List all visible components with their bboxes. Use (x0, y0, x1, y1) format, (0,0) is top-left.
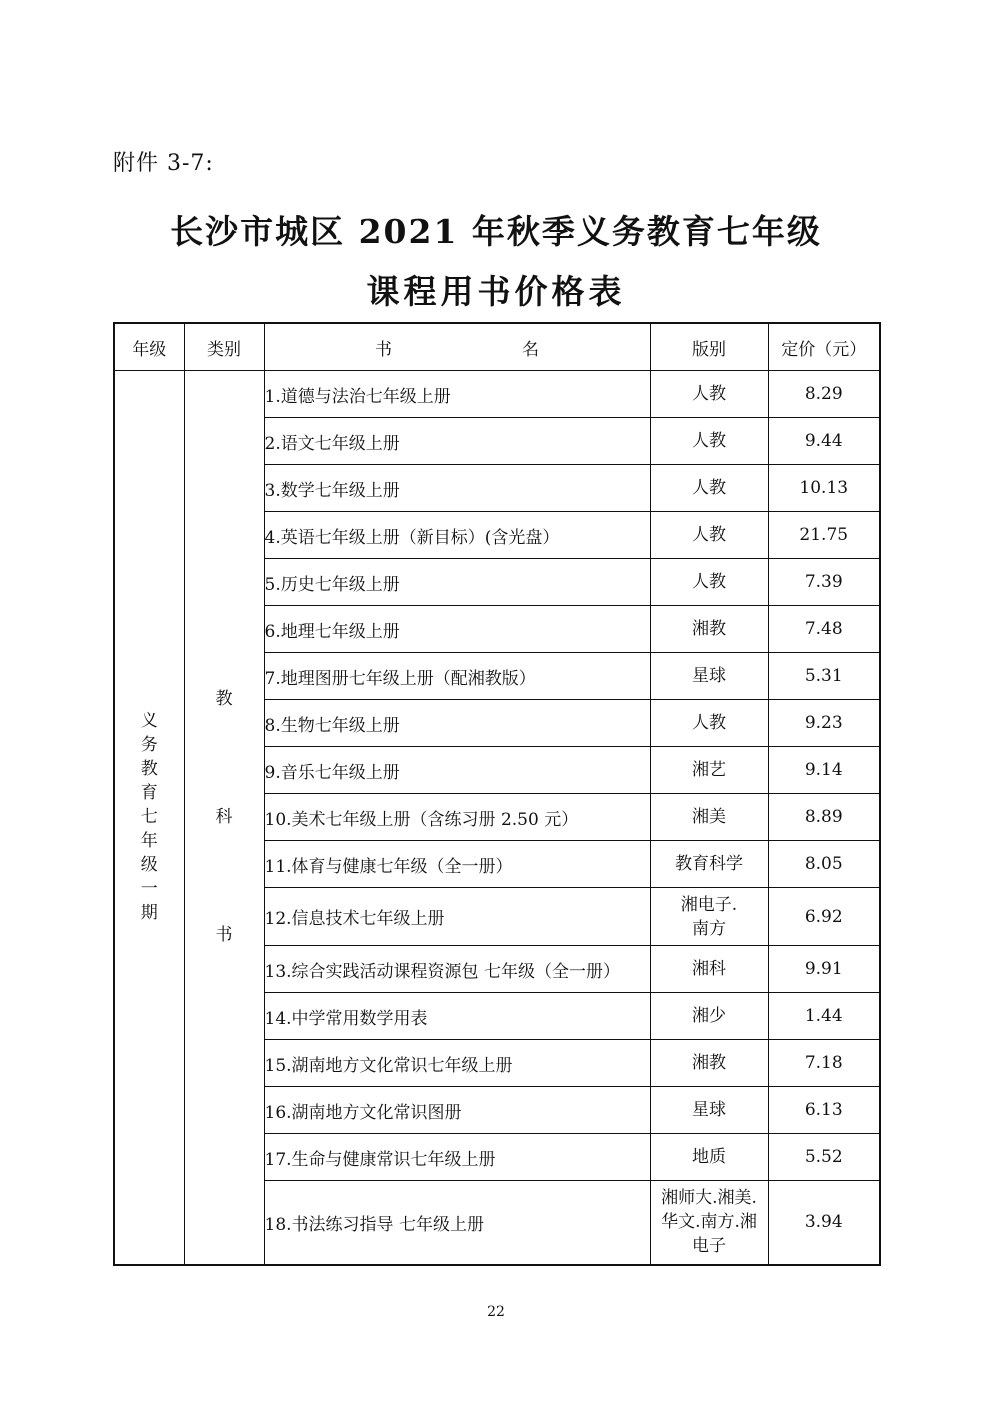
grade-char: 一 (140, 879, 158, 900)
book-name-cell: 15.湖南地方文化常识七年级上册 (264, 1040, 650, 1087)
grade-char: 期 (140, 903, 158, 924)
edition-cell: 星球 (650, 1087, 768, 1134)
price-cell: 10.13 (768, 465, 880, 512)
book-name-cell: 11.体育与健康七年级（全一册） (264, 841, 650, 888)
book-name-cell: 16.湖南地方文化常识图册 (264, 1087, 650, 1134)
table-row (114, 371, 880, 418)
grade-char: 教 (140, 759, 158, 780)
header-book-name (264, 323, 650, 371)
edition-cell: 湘教 (650, 606, 768, 653)
book-name-cell: 8.生物七年级上册 (264, 700, 650, 747)
grade-char: 级 (140, 855, 158, 876)
header-grade: 年级 (114, 323, 184, 371)
category-char: 教 (215, 689, 233, 710)
header-book-part1: 书 (375, 339, 392, 360)
edition-cell: 湘教 (650, 1040, 768, 1087)
book-name-cell: 6.地理七年级上册 (264, 606, 650, 653)
category-char: 科 (215, 807, 233, 828)
edition-cell: 湘少 (650, 993, 768, 1040)
edition-cell: 湘艺 (650, 747, 768, 794)
edition-cell: 湘科 (650, 946, 768, 993)
header-category: 类别 (184, 323, 264, 371)
price-cell: 5.52 (768, 1134, 880, 1181)
book-name-cell: 3.数学七年级上册 (264, 465, 650, 512)
header-book-part2: 名 (522, 339, 539, 360)
grade-cell (114, 371, 184, 1265)
edition-cell: 教育科学 (650, 841, 768, 888)
price-cell: 7.18 (768, 1040, 880, 1087)
edition-cell: 人教 (650, 418, 768, 465)
price-cell: 6.92 (768, 888, 880, 946)
price-cell: 7.39 (768, 559, 880, 606)
price-cell: 6.13 (768, 1087, 880, 1134)
edition-cell: 湘电子.南方 (650, 888, 768, 946)
price-cell: 8.05 (768, 841, 880, 888)
page-number: 22 (487, 1304, 505, 1320)
book-name-cell: 2.语文七年级上册 (264, 418, 650, 465)
grade-char: 七 (140, 807, 158, 828)
price-cell: 21.75 (768, 512, 880, 559)
edition-cell: 湘美 (650, 794, 768, 841)
price-cell: 8.89 (768, 794, 880, 841)
header-price: 定价（元） (768, 323, 880, 371)
book-name-cell: 1.道德与法治七年级上册 (264, 371, 650, 418)
price-cell: 8.29 (768, 371, 880, 418)
table-header-row (114, 323, 880, 371)
edition-cell: 湘师大.湘美.华文.南方.湘电子 (650, 1181, 768, 1265)
book-name-cell: 17.生命与健康常识七年级上册 (264, 1134, 650, 1181)
grade-char: 年 (140, 831, 158, 852)
header-edition: 版别 (650, 323, 768, 371)
book-name-cell: 7.地理图册七年级上册（配湘教版） (264, 653, 650, 700)
attachment-label: 附件 3-7: (113, 151, 214, 176)
price-cell: 5.31 (768, 653, 880, 700)
book-name-cell: 5.历史七年级上册 (264, 559, 650, 606)
price-cell: 3.94 (768, 1181, 880, 1265)
edition-cell: 星球 (650, 653, 768, 700)
book-name-cell: 4.英语七年级上册（新目标）(含光盘） (264, 512, 650, 559)
edition-cell: 人教 (650, 371, 768, 418)
price-cell: 9.44 (768, 418, 880, 465)
book-name-cell: 14.中学常用数学用表 (264, 993, 650, 1040)
grade-char: 育 (140, 783, 158, 804)
book-name-cell: 12.信息技术七年级上册 (264, 888, 650, 946)
grade-char: 义 (140, 711, 158, 732)
edition-cell: 地质 (650, 1134, 768, 1181)
page-title-line1: 长沙市城区 2021 年秋季义务教育七年级 (170, 212, 822, 251)
book-name-cell: 18.书法练习指导 七年级上册 (264, 1181, 650, 1265)
price-cell: 7.48 (768, 606, 880, 653)
edition-cell: 人教 (650, 512, 768, 559)
book-name-cell: 10.美术七年级上册（含练习册 2.50 元） (264, 794, 650, 841)
edition-cell: 人教 (650, 559, 768, 606)
category-cell (184, 371, 264, 1265)
price-table (113, 322, 881, 1266)
price-cell: 9.91 (768, 946, 880, 993)
price-cell: 1.44 (768, 993, 880, 1040)
grade-char: 务 (140, 735, 158, 756)
price-cell: 9.14 (768, 747, 880, 794)
edition-cell: 人教 (650, 700, 768, 747)
category-char: 书 (215, 925, 233, 946)
price-cell: 9.23 (768, 700, 880, 747)
book-name-cell: 13.综合实践活动课程资源包 七年级（全一册） (264, 946, 650, 993)
page-title-line2: 课程用书价格表 (366, 272, 626, 311)
book-name-cell: 9.音乐七年级上册 (264, 747, 650, 794)
edition-cell: 人教 (650, 465, 768, 512)
